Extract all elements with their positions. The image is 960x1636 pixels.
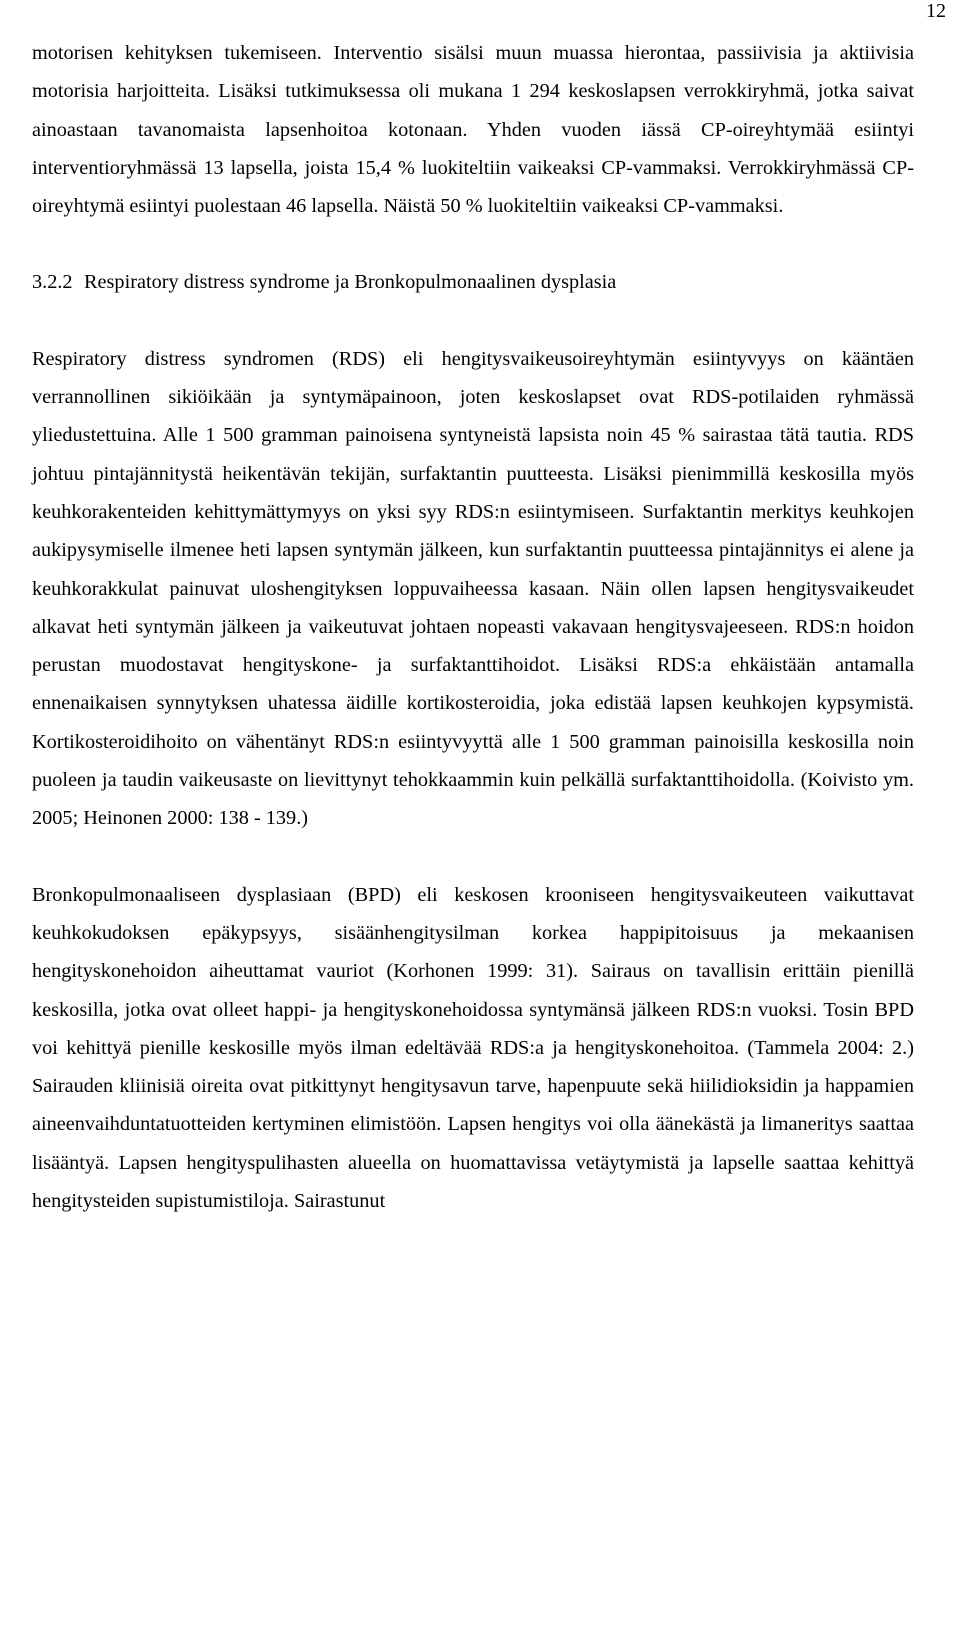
page-number: 12 bbox=[926, 0, 946, 22]
paragraph-bpd: Bronkopulmonaaliseen dysplasiaan (BPD) eli keskosen krooniseen hengitysvaikeuteen vaikuttavat keuhkokudoksen epäkypsyys, sisäänhengitysilman korkea happipitoisuus ja mekaanisen hengityskonehoidon aiheuttamat vauriot (Korhonen 1999: 31). Sairaus on tavallisin erittäin pienillä keskosilla, jotka ovat olleet happi- ja hengityskonehoidossa syntymänsä jälkeen RDS:n vuoksi. Tosin BPD voi kehittyä pienille keskosille myös ilman edeltävää RDS:a ja hengityskonehoitoa. (Tammela 2004: 2.) Sairauden kliinisiä oireita ovat pitkittynyt hengitysavun tarve, hapenpuute sekä hiilidioksidin ja happamien aineenvaihduntatuotteiden kertyminen elimistöön. Lapsen hengitys voi olla äänekästä ja limaneritys saattaa lisääntyä. Lapsen hengityspulihasten alueella on huomattavissa vetäytymistä ja lapselle saattaa kehittyä hengitysteiden supistumistiloja. Sairastunut bbox=[32, 883, 914, 1213]
paragraph-intervention: motorisen kehityksen tukemiseen. Interventio sisälsi muun muassa hierontaa, passiivisia ja aktiivisia motorisia harjoitteita. Lisäksi tutkimuksessa oli mukana 1 294 keskoslapsen verrokkiryhmä, jotka saivat ainoastaan tavanomaista lapsenhoitoa kotonaan. Yhden vuoden iässä CP-oireyhtymää esiintyi interventioryhmässä 13 lapsella, joista 15,4 % luokiteltiin vaikeaksi CP-vammaksi. Verrokkiryhmässä CP-oireyhtymä esiintyi puolestaan 46 lapsella. Näistä 50 % luokiteltiin vaikeaksi CP-vammaksi. bbox=[32, 42, 914, 218]
section-title: Respiratory distress syndrome ja Bronkopulmonaalinen dysplasia bbox=[84, 271, 617, 294]
paragraph-rds: Respiratory distress syndromen (RDS) eli hengitysvaikeusoireyhtymän esiintyvyys on kääntäen verrannollinen sikiöikään ja syntymäpainoon, joten keskoslapset ovat RDS-potilaiden ryhmässä yliedustettuina. Alle 1 500 gramman painoisena syntyneistä lapsista noin 45 % sairastaa tätä tautia. RDS johtuu pintajännitystä heikentävän tekijän, surfaktantin puutteesta. Lisäksi pienimmillä keskosilla myös keuhkorakenteiden kehittymättymyys on yksi syy RDS:n esiintymiseen. Surfaktantin merkitys keuhkojen aukipysymiselle ilmenee heti lapsen syntymän jälkeen, kun surfaktantin puutteessa pintajännitys ei alene ja keuhkorakkulat painuvat uloshengityksen loppuvaiheessa kasaan. Näin ollen lapsen hengitysvaikeudet alkavat heti syntymän jälkeen ja vaikeutuvat johtaen nopeasti vakavaan hengitysvajeeseen. RDS:n hoidon perustan muodostavat hengityskone- ja surfaktanttihoidot. Lisäksi RDS:a ehkäistään antamalla ennenaikaisen synnytyksen uhatessa äidille kortikosteroidia, joka edistää lapsen keuhkojen kypsymistä. Kortikosteroidihoito on vähentänyt RDS:n esiintyvyyttä alle 1 500 gramman painoisilla keskosilla noin puoleen ja taudin vaikeusaste on lievittynyt tehokkaammin kuin pelkällä surfaktanttihoidolla. (Koivisto ym. 2005; Heinonen 2000: 138 - 139.) bbox=[32, 347, 914, 830]
section-number: 3.2.2 bbox=[32, 271, 73, 294]
section-heading bbox=[32, 263, 914, 301]
page-body bbox=[32, 34, 914, 1220]
